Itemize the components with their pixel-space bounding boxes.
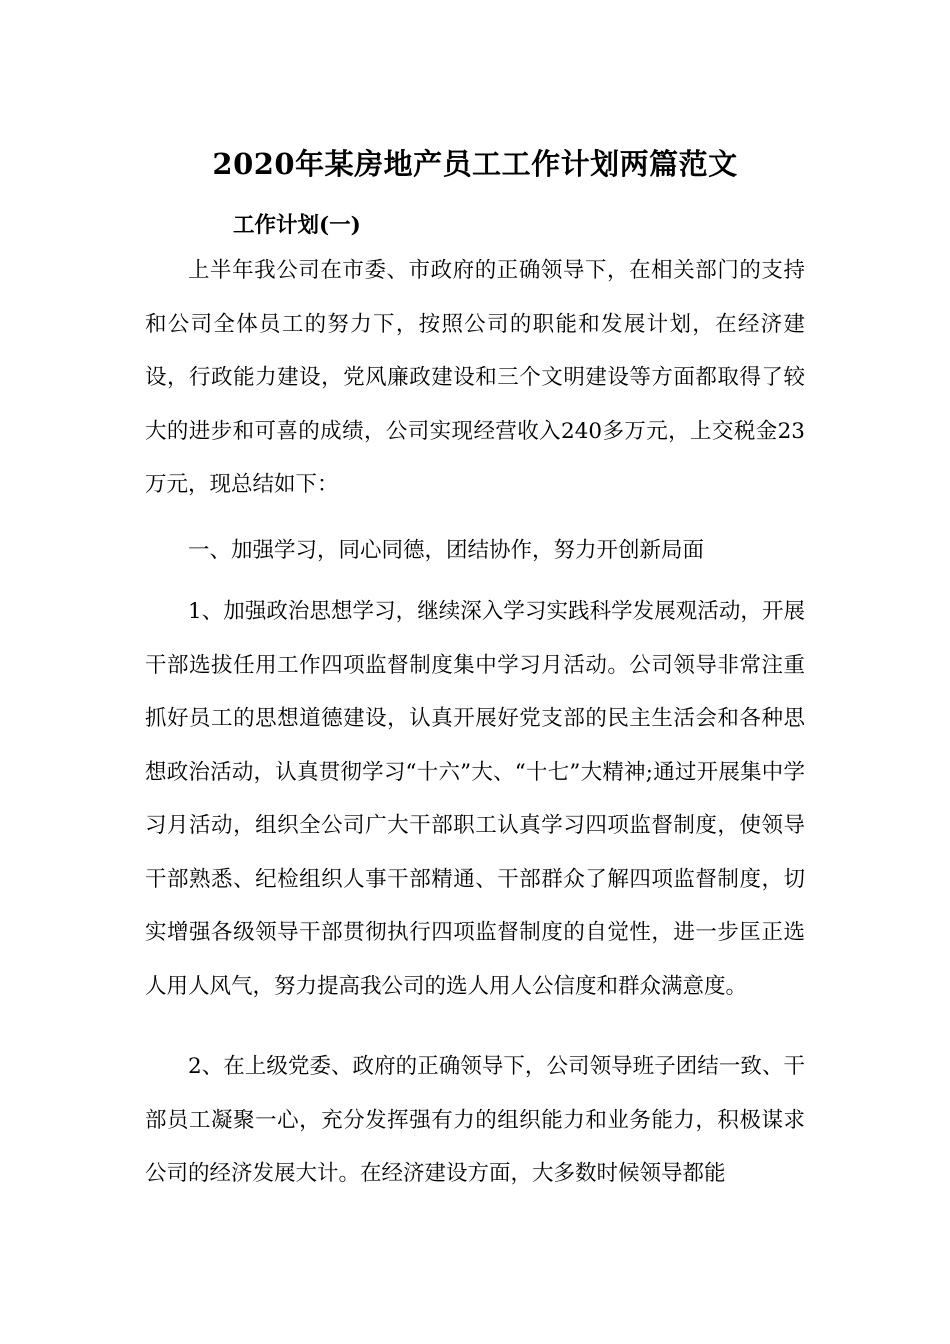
paragraph-intro: 上半年我公司在市委、市政府的正确领导下，在相关部门的支持和公司全体员工的努力下，按照公司的职能和发展计划，在经济建设，行政能力建设，党风廉政建设和三个文明建设等方面都取得了较大的进步和可喜的成绩，公司实现经营收入240多万元，上交税金23万元，现总结如下： [145,258,805,497]
section-heading: 一、加强学习，同心同德，团结协作，努力开创新局面 [188,538,705,563]
section-subtitle: 工作计划(一) [233,213,361,238]
paragraph-item-1: 1、加强政治思想学习，继续深入学习实践科学发展观活动，开展干部选拔任用工作四项监督制度集中学习月活动。公司领导非常注重抓好员工的思想道德建设，认真开展好党支部的民主生活会和各种思想政治活动，认真贯彻学习“十六”大、“十七”大精神;通过开展集中学习月活动，组织全公司广大干部职工认真学习四项监督制度，使领导干部熟悉、纪检组织人事干部精通、干部群众了解四项监督制度，切实增强各级领导干部贯彻执行四项监督制度的自觉性，进一步匡正选人用人风气，努力提高我公司的选人用人公信度和群众满意度。 [145,599,805,999]
document-title: 2020年某房地产员工工作计划两篇范文 [212,147,738,181]
paragraph-item-2: 2、在上级党委、政府的正确领导下，公司领导班子团结一致、干部员工凝聚一心，充分发挥强有力的组织能力和业务能力，积极谋求公司的经济发展大计。在经济建设方面，大多数时候领导都能 [145,1054,805,1186]
